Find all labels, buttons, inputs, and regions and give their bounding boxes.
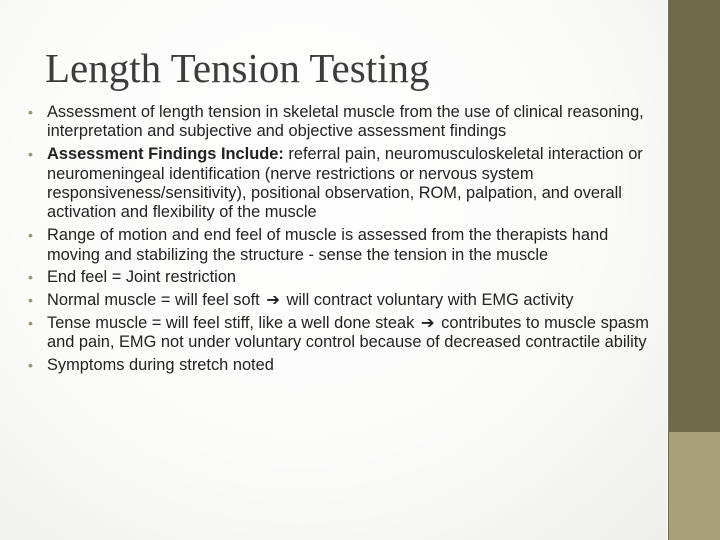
bullet-text-before-arrow: Normal muscle = will feel soft — [47, 291, 260, 310]
bullet-lead-bold: Assessment Findings Include: — [47, 145, 284, 164]
slide-title: Length Tension Testing — [45, 45, 430, 91]
bullet-item-symptoms — [26, 356, 662, 375]
bullet-marker: • — [28, 227, 33, 244]
bullet-text: End feel = Joint restriction — [47, 268, 237, 287]
sidebar-accent-block — [669, 432, 720, 540]
bullet-marker: • — [28, 315, 33, 332]
bullet-item-range-of-motion — [26, 226, 662, 265]
bullet-text: Range of motion and end feel of muscle is assessed from the therapists hand moving and stabilizing the structure - sense the tension in the muscle — [47, 226, 609, 264]
bullet-text-after-arrow: contributes to muscle spasm and pain, EMG not under voluntary control because of decreased contractile ability — [47, 314, 649, 352]
bullet-marker: • — [28, 146, 33, 163]
bullet-text: Symptoms during stretch noted — [47, 356, 274, 375]
bullet-marker: • — [28, 104, 33, 120]
bullet-item-assessment — [26, 103, 662, 142]
bullet-marker: • — [28, 292, 33, 309]
bullet-item-end-feel — [26, 268, 662, 287]
bullet-item-findings — [26, 145, 662, 223]
sidebar-divider — [667, 0, 668, 540]
bullet-text-after-arrow: will contract voluntary with EMG activity — [286, 291, 574, 310]
right-arrow-icon: ➔ — [420, 314, 435, 333]
bullet-list — [26, 103, 662, 379]
bullet-item-normal-muscle — [26, 291, 662, 310]
bullet-text: referral pain, neuromusculoskeletal interaction or neuromeningeal identification (nerve restrictions or nervous system responsiveness/sensitivity), positional observation, ROM, palpation, and overall activation and flexibility of the muscle — [47, 145, 643, 222]
right-arrow-icon: ➔ — [266, 291, 280, 310]
bullet-text-before-arrow: Tense muscle = will feel stiff, like a well done steak — [47, 314, 415, 333]
bullet-text: Assessment of length tension in skeletal muscle from the use of clinical reasoning, interpretation and subjective and objective assessment findings — [47, 103, 644, 141]
bullet-item-tense-muscle — [26, 314, 662, 353]
bullet-marker: • — [28, 269, 33, 286]
bullet-marker: • — [28, 357, 33, 374]
